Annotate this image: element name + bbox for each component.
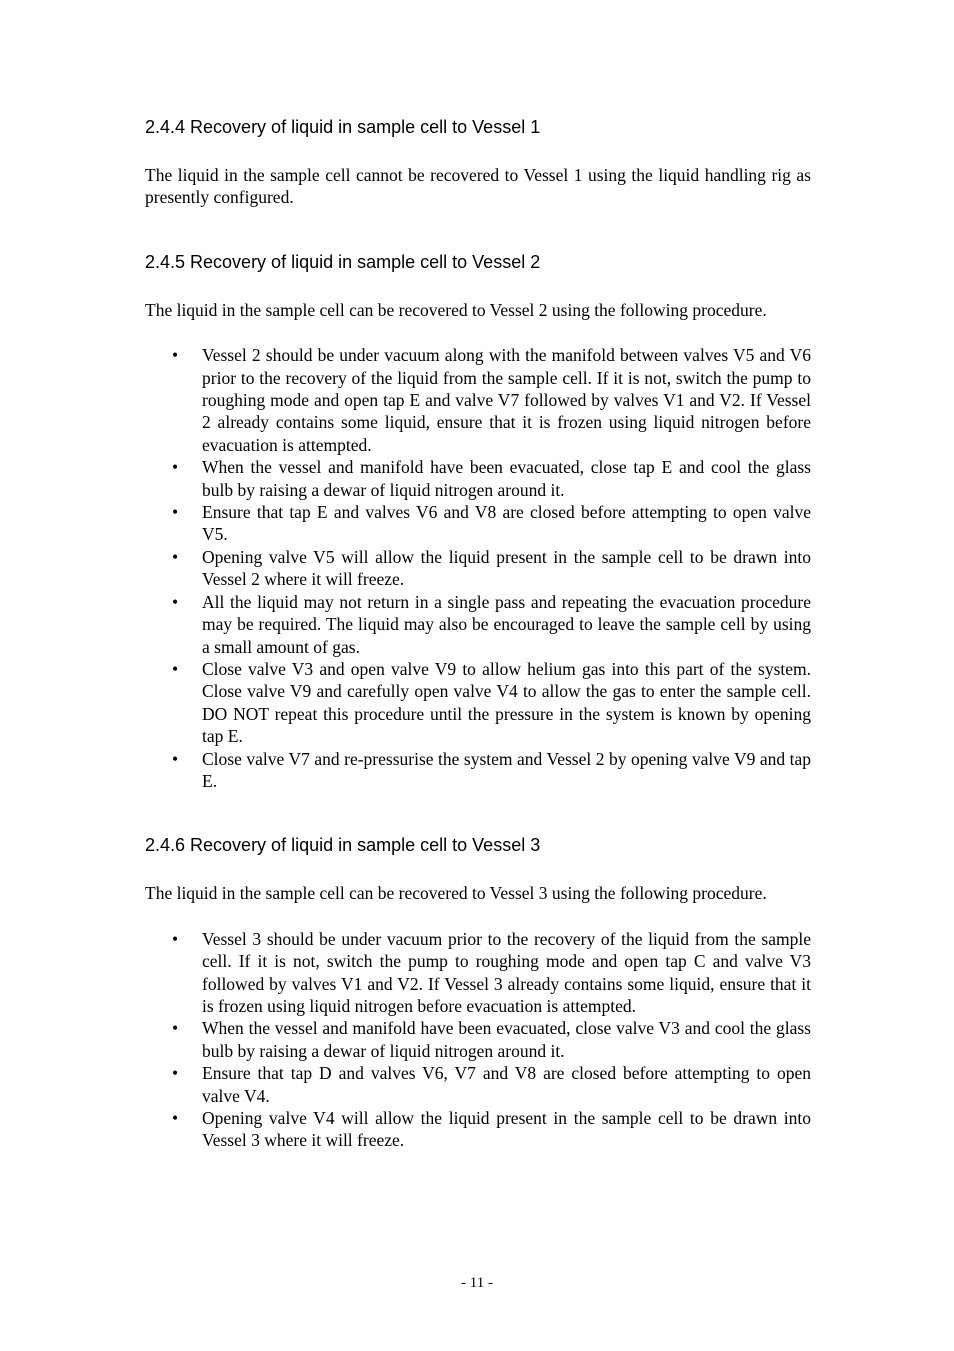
bullet-icon: •	[172, 928, 179, 949]
list-item: • All the liquid may not return in a single pass and repeating the evacuation procedure may be required. The liquid may also be encouraged to leave the sample cell by using a small amount of gas.	[172, 591, 811, 657]
bullet-icon: •	[172, 591, 179, 612]
list-item: • Vessel 3 should be under vacuum prior to the recovery of the liquid from the sample cell. If it is not, switch the pump to roughing mode and open tap C and valve V3 followed by valves V1 and V2. If Vessel 3 already contains some liquid, ensure that it is frozen using liquid nitrogen before evacuation is attempted.	[172, 928, 811, 1016]
bullet-icon: •	[172, 546, 179, 567]
bullet-icon: •	[172, 1018, 179, 1039]
bullet-icon: •	[172, 457, 179, 478]
list-item: • When the vessel and manifold have been evacuated, close tap E and cool the glass bulb by raising a dewar of liquid nitrogen around it.	[172, 457, 811, 500]
list-item: • Close valve V3 and open valve V9 to allow helium gas into this part of the system. Close valve V9 and carefully open valve V4 to allow the gas to enter the sample cell. DO NOT repeat this procedure until the pressure in the system is known by opening tap E.	[172, 658, 811, 747]
bullet-icon: •	[172, 658, 179, 679]
section-heading-2-4-4: 2.4.4 Recovery of liquid in sample cell to Vessel 1	[145, 117, 541, 137]
bullet-icon: •	[172, 748, 179, 769]
list-item: • Vessel 2 should be under vacuum along with the manifold between valves V5 and V6 prior to the recovery of the liquid from the sample cell. If it is not, switch the pump to roughing mode and open tap E and valve V7 followed by valves V1 and V2. If Vessel 2 already contains some liquid, ensure that it is frozen using liquid nitrogen before evacuation is attempted.	[172, 345, 811, 455]
bullet-icon: •	[172, 502, 179, 523]
page-number: - 11 -	[461, 1275, 493, 1291]
document-page	[145, 115, 811, 1152]
bullet-icon: •	[172, 1108, 179, 1128]
section-2-4-6-intro: The liquid in the sample cell can be recovered to Vessel 3 using the following procedure.	[145, 883, 767, 904]
section-2-4-5-steps	[145, 344, 811, 792]
section-heading-2-4-5: 2.4.5 Recovery of liquid in sample cell to Vessel 2	[145, 251, 541, 272]
list-item: • Ensure that tap E and valves V6 and V8 are closed before attempting to open valve V5.	[172, 502, 811, 545]
section-2-4-5-intro: The liquid in the sample cell can be recovered to Vessel 2 using the following procedure.	[145, 299, 767, 320]
section-2-4-6-steps	[145, 928, 811, 1152]
section-heading-2-4-6: 2.4.6 Recovery of liquid in sample cell to Vessel 3	[145, 835, 541, 856]
list-item: • Ensure that tap D and valves V6, V7 and V8 are closed before attempting to open valve V4.	[172, 1063, 811, 1106]
list-item: • Opening valve V4 will allow the liquid present in the sample cell to be drawn into Vessel 3 where it will freeze.	[172, 1108, 811, 1151]
bullet-icon: •	[172, 345, 179, 366]
section-2-4-4-intro: The liquid in the sample cell cannot be recovered to Vessel 1 using the liquid handling rig as presently configured.	[145, 165, 811, 208]
list-item: • When the vessel and manifold have been evacuated, close valve V3 and cool the glass bulb by raising a dewar of liquid nitrogen around it.	[172, 1018, 811, 1061]
list-item: • Close valve V7 and re-pressurise the system and Vessel 2 by opening valve V9 and tap E.	[172, 748, 811, 791]
list-item: • Opening valve V5 will allow the liquid present in the sample cell to be drawn into Vessel 2 where it will freeze.	[172, 546, 811, 590]
bullet-icon: •	[172, 1063, 179, 1084]
